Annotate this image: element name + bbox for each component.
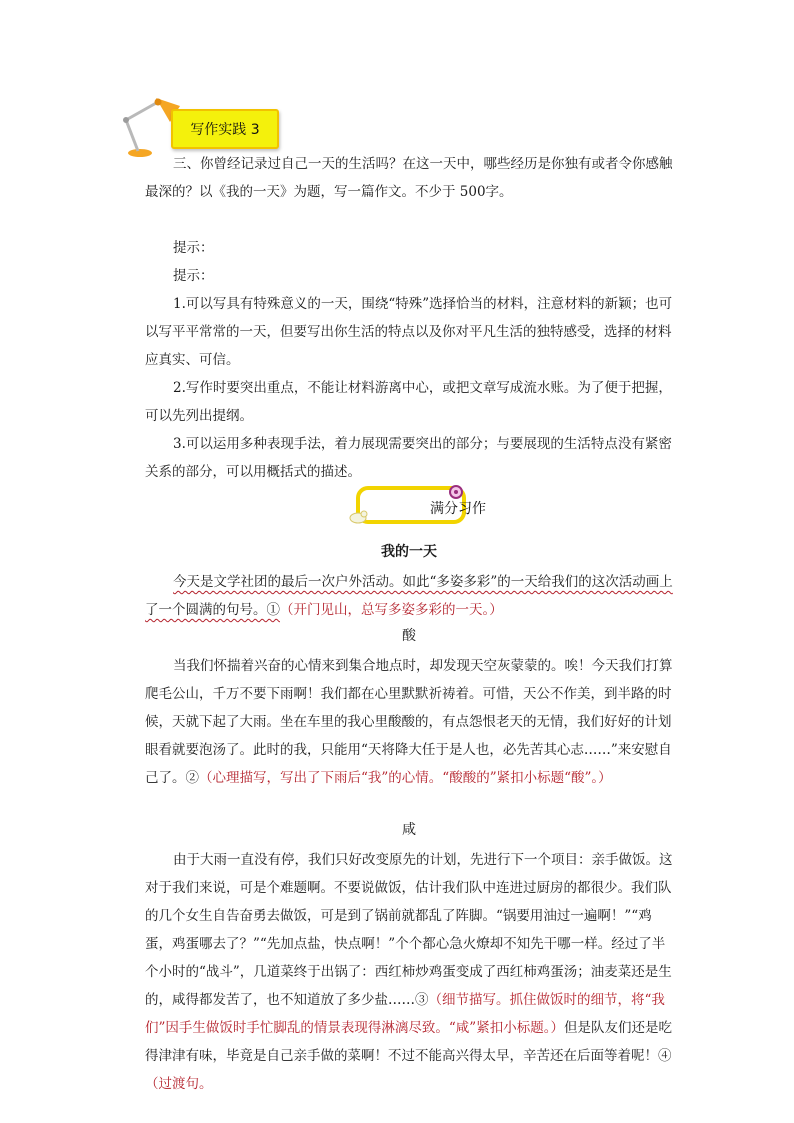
prompt-question: 三、你曾经记录过自己一天的生活吗？在这一天中，哪些经历是你独有或者令你感触最深的？以《我的一天》为题，写一篇作文。不少于 500字。	[145, 156, 673, 200]
section-badge	[344, 484, 524, 532]
subheading-sour: 酸	[402, 628, 416, 644]
annotation: （细节描写。抓住做饭时的细节，将“我们”因手生做饭时手忙脚乱的情景表现得淋漓尽致。“咸”紧扣小标题。）	[145, 992, 665, 1036]
essay-title: 我的一天	[381, 544, 437, 560]
section-badge-label: 满分习作	[430, 501, 486, 517]
annotation: （过渡句。	[145, 1076, 213, 1092]
essay-paragraph-text: 由于大雨一直没有停，我们只好改变原先的计划，先进行下一个项目：亲手做饭。这对于我们来说，可是个难题啊。不要说做饭，估计我们队中连进过厨房的都很少。我们队的几个女生自告奋勇去做饭，可是到了锅前就都乱了阵脚。“锅要用油过一遍啊！”“鸡蛋，鸡蛋哪去了？”“先加点盐，快点啊！”个个都心急火燎却不知先干哪一样。经过了半个小时的“战斗”，几道菜终于出锅了：西红柿炒鸡蛋变成了西红柿鸡蛋汤；油麦菜还是生的，咸得都发苦了，也不知道放了多少盐……③	[145, 852, 673, 1008]
subheading-salty: 咸	[402, 822, 416, 838]
hint-item: 3.可以运用多种表现手法，着力展现需要突出的部分；与要展现的生活特点没有紧密关系的部分，可以用概括式的描述。	[145, 436, 672, 480]
essay-paragraph-text: 当我们怀揣着兴奋的心情来到集合地点时，却发现天空灰蒙蒙的。唉！今天我们打算爬毛公山，千万不要下雨啊！我们都在心里默默祈祷着。可惜，天公不作美，到半路的时候，天就下起了大雨。坐在车里的我心里酸酸的，有点怨恨老天的无情，我们好好的计划眼看就要泡汤了。此时的我，只能用“天将降大任于是人也，必先苦其心志……”来安慰自己了。②	[145, 658, 673, 786]
hint-item: 1.可以写具有特殊意义的一天，围绕“特殊”选择恰当的材料，注意材料的新颖；也可以写平平常常的一天，但要写出你生活的特点以及你对平凡生活的独特感受，选择的材料应真实、可信。	[145, 296, 673, 368]
hint-label: 提示：	[173, 268, 214, 284]
essay-intro-text: 今天是文学社团的最后一次户外活动。如此“多姿多彩”的一天给我们的这次活动画上了一个圆满的句号。①	[145, 574, 673, 618]
header-badge-label: 写作实践 3	[171, 109, 279, 149]
hint-label: 提示：	[173, 240, 214, 256]
annotation: （开门见山，总写多姿多彩的一天。）	[280, 602, 503, 618]
essay-paragraph	[145, 846, 673, 1098]
essay-intro	[145, 568, 673, 624]
essay-paragraph	[145, 652, 673, 792]
annotation: （心理描写，写出了下雨后“我”的心情。“酸酸的”紧扣小标题“酸”。）	[199, 770, 612, 786]
hint-item: 2.写作时要突出重点，不能让材料游离中心，或把文章写成流水账。为了便于把握，可以先列出提纲。	[145, 380, 672, 424]
essay-paragraph-text: 但是队友们还是吃得津津有味，毕竟是自己亲手做的菜啊！不过不能高兴得太早，辛苦还在后面等着呢！④	[145, 1020, 672, 1064]
